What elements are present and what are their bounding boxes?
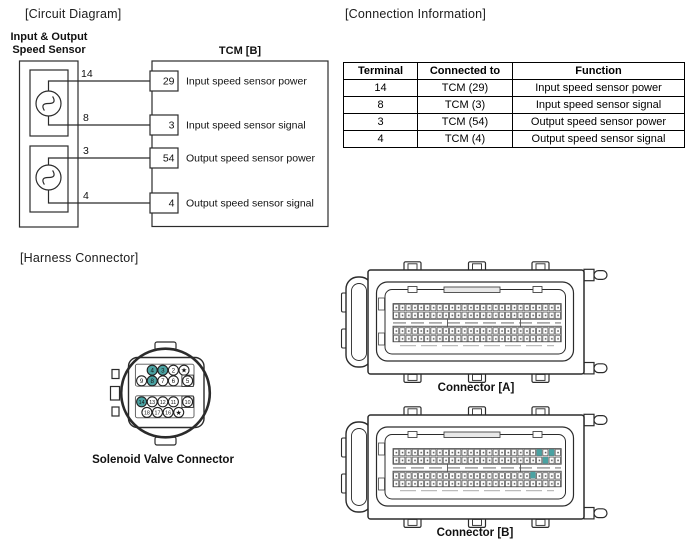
harness-pin-number: 4 xyxy=(150,367,154,375)
connector-body-circle xyxy=(121,349,210,438)
harness-pin-number: 5 xyxy=(185,378,190,385)
circuit-diagram-title: [Circuit Diagram] xyxy=(25,7,122,21)
pin-function-label: Input speed sensor power xyxy=(186,75,307,88)
tcm-pin-number: 3 xyxy=(168,119,175,132)
tcm-pin-number: 29 xyxy=(162,75,175,88)
harness-connector-title: [Harness Connector] xyxy=(20,251,139,265)
table-cell: TCM (3) xyxy=(418,97,513,114)
col-header-terminal: Terminal xyxy=(344,63,418,80)
sine-icon xyxy=(41,95,56,113)
table-row xyxy=(344,114,685,131)
connector-b-caption: Connector [B] xyxy=(436,527,514,539)
wire-label: 8 xyxy=(83,112,89,124)
tcm-label: TCM [B] xyxy=(218,45,262,57)
table-cell: 14 xyxy=(344,80,418,97)
highlight-pin xyxy=(530,472,535,478)
harness-pin-number: 14 xyxy=(138,400,145,406)
table-row xyxy=(344,131,685,148)
wire-4 xyxy=(49,190,151,203)
harness-pin-number: 16 xyxy=(165,410,172,417)
harness-pin-number: 17 xyxy=(154,410,161,417)
harness-pin-number: 6 xyxy=(171,378,176,385)
harness-pin-number: 13 xyxy=(149,400,156,406)
table-cell: TCM (29) xyxy=(418,80,513,97)
solenoid-valve-connector-caption: Solenoid Valve Connector xyxy=(92,454,234,466)
harness-pin-number: ★ xyxy=(180,367,188,375)
tcm-pin-number: 4 xyxy=(168,197,175,210)
wire-label: 14 xyxy=(81,68,93,80)
circuit-diagram xyxy=(0,28,340,234)
sensor-label-line1: Input & Output xyxy=(10,31,88,43)
pin-function-label: Input speed sensor signal xyxy=(186,119,306,132)
table-cell: Output speed sensor signal xyxy=(513,131,685,148)
harness-pin-number: 8 xyxy=(150,378,154,385)
pin-function-label: Output speed sensor signal xyxy=(186,197,314,210)
wire-3 xyxy=(49,158,151,165)
table-cell: Input speed sensor power xyxy=(513,80,685,97)
harness-pin-number: 9 xyxy=(139,378,144,385)
highlight-pin xyxy=(543,457,548,463)
wire-8 xyxy=(49,116,151,125)
harness-pin-number: 11 xyxy=(170,400,177,406)
sine-icon xyxy=(41,169,56,187)
table-row xyxy=(344,80,685,97)
table-cell: Output speed sensor power xyxy=(513,114,685,131)
table-cell: TCM (4) xyxy=(418,131,513,148)
harness-pin-number: 12 xyxy=(159,400,166,406)
connector-tab-left xyxy=(112,407,119,416)
connector-b-drawing xyxy=(342,407,608,528)
wire-14 xyxy=(49,81,151,91)
tcm-pin-number: 54 xyxy=(162,152,175,165)
sensor-label-line2: Speed Sensor xyxy=(12,43,86,56)
table-row xyxy=(344,97,685,114)
harness-pin-number: 3 xyxy=(161,367,165,375)
col-header-connected-to: Connected to xyxy=(418,63,513,80)
table-cell: 4 xyxy=(344,131,418,148)
table-cell: 8 xyxy=(344,97,418,114)
highlight-pin xyxy=(549,449,554,455)
harness-pin-number: ★ xyxy=(175,409,182,417)
table-cell: TCM (54) xyxy=(418,114,513,131)
tcm-connectors-drawing xyxy=(338,255,690,545)
harness-pin-number: 18 xyxy=(143,410,150,417)
harness-pin-number: 7 xyxy=(161,378,165,385)
table-cell: 3 xyxy=(344,114,418,131)
harness-pin-number: 10 xyxy=(184,400,191,406)
connector-a-drawing xyxy=(342,262,608,383)
wire-label: 3 xyxy=(83,145,89,157)
connector-tab-left xyxy=(112,370,119,379)
table-header-row xyxy=(344,63,685,80)
col-header-function: Function xyxy=(513,63,685,80)
table-cell: Input speed sensor signal xyxy=(513,97,685,114)
highlight-pin xyxy=(537,449,542,455)
solenoid-valve-connector xyxy=(106,336,224,450)
connector-a-caption: Connector [A] xyxy=(437,382,515,394)
harness-pin-number: 2 xyxy=(171,367,176,375)
connector-tab-left xyxy=(111,387,120,401)
wire-label: 4 xyxy=(83,190,89,202)
connection-table xyxy=(343,62,685,148)
pin-function-label: Output speed sensor power xyxy=(186,152,315,165)
connection-information-title: [Connection Information] xyxy=(345,7,486,21)
